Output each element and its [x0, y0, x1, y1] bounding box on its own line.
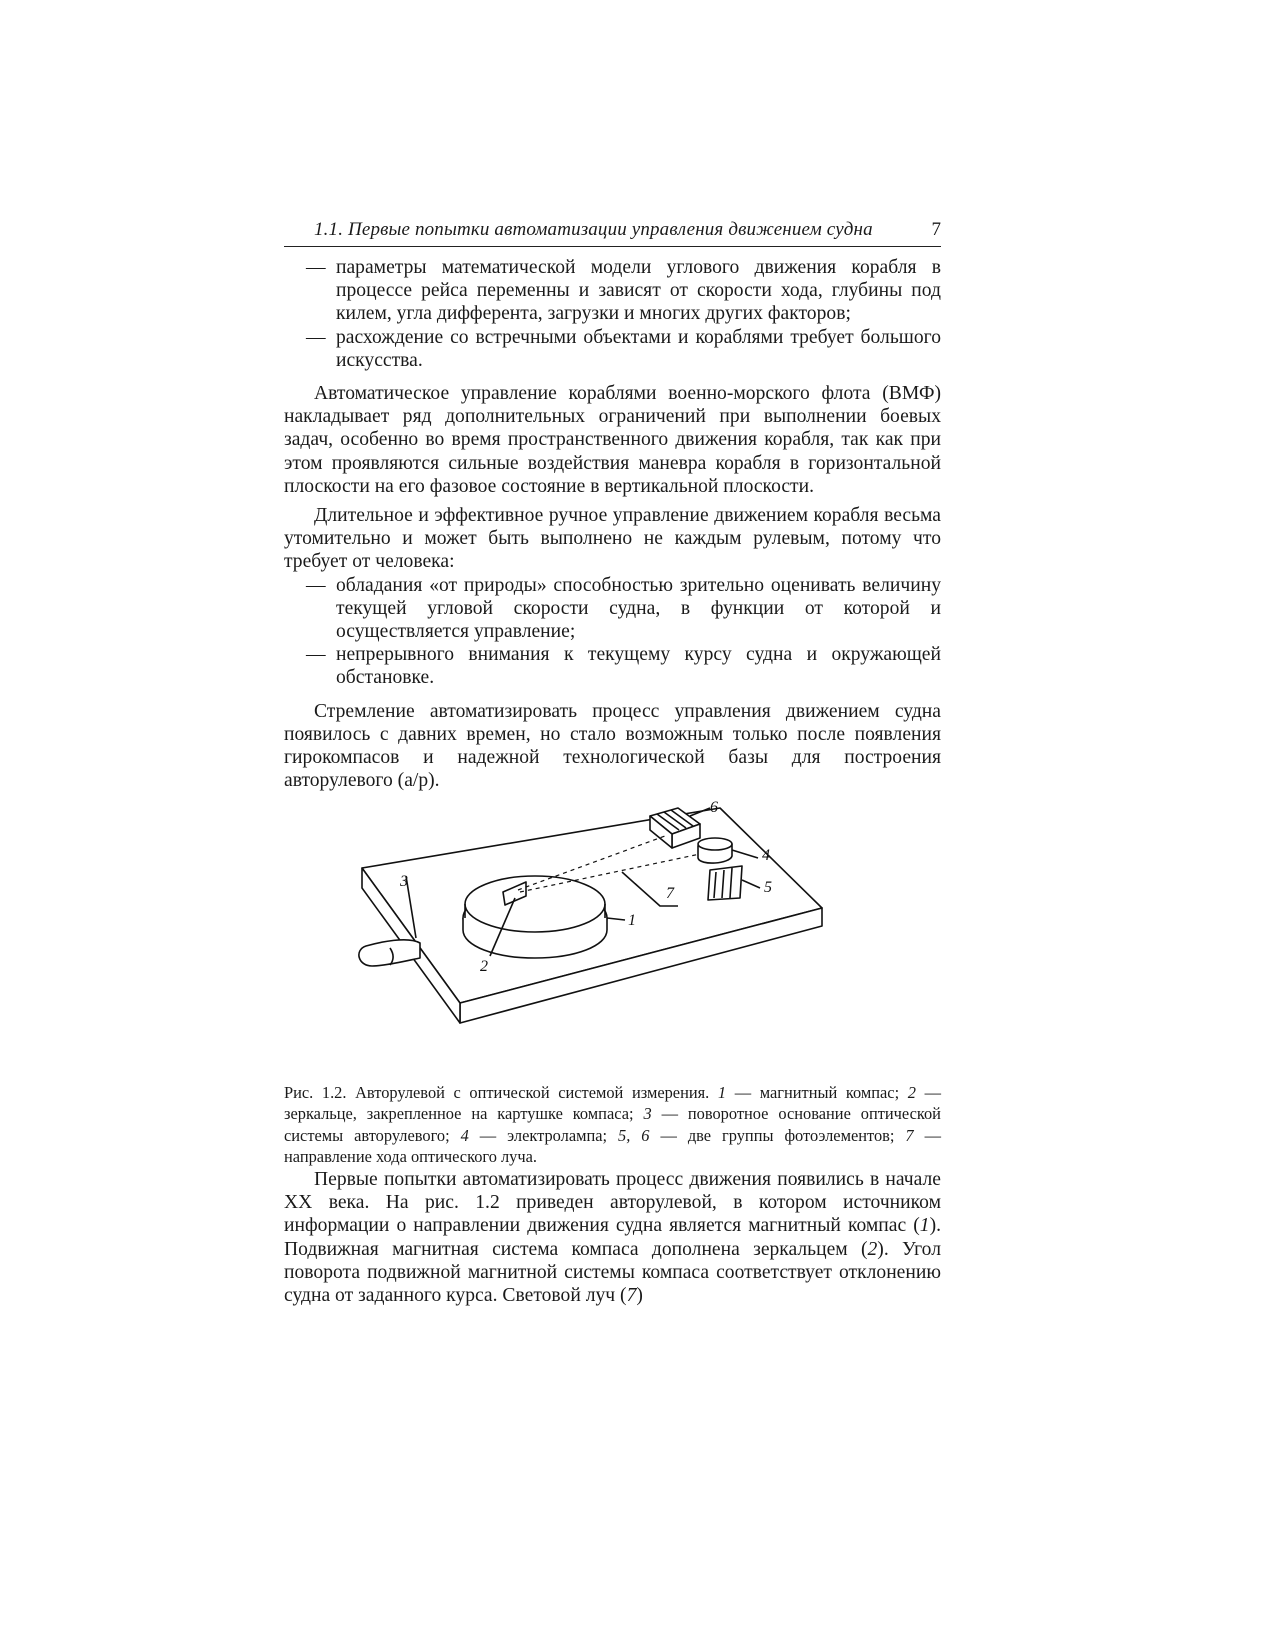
list-item-text: параметры математической модели углового движения корабля в процессе рейса переменны и зависят от скорости хода, глубины под килем, угла дифферента, загрузки и многих других факторов;: [336, 257, 941, 325]
caption-item: 4 — электролампа;: [460, 1125, 608, 1145]
list-item: [284, 643, 941, 689]
figure-caption: [284, 1082, 941, 1168]
figure-label-2: 2: [480, 958, 488, 975]
rotary-handle: [359, 940, 420, 966]
paragraph-navy-control: Автоматическое управление кораблями военно-морского флота (ВМФ) накладывает ряд дополнительных ограничений при выполнении боевых задач, особенно во время пространственного движения корабля, так как при этом проявляются сильные воздействия маневра корабля в горизонтальной плоскости на его фазовое состояние в вертикальной плоскости.: [284, 383, 941, 497]
bullet-dash: —: [306, 326, 326, 348]
caption-item: 2 — зеркальце, закрепленное на картушке компаса;: [284, 1083, 941, 1124]
bullet-list-1: [284, 256, 941, 372]
bullet-dash: —: [306, 257, 326, 278]
figure-label-1: 1: [628, 912, 636, 929]
bullet-dash: —: [306, 644, 326, 666]
list-item: [284, 574, 941, 644]
list-item-text: непрерывного внимания к текущему курсу судна и окружающей обстановке.: [336, 644, 941, 689]
list-item: [284, 326, 941, 372]
list-item: [284, 256, 941, 326]
figure-label-4: 4: [762, 847, 770, 864]
figure-label-5: 5: [764, 879, 772, 896]
paragraph-first-attempts: Первые попытки автоматизировать процесс движения появились в начале XX века. На рис. 1.2 приведен авторулевой, в котором источником информации о направлении движения судна является магнитный компас (1). Подвижная магнитная система компаса дополнена зеркальцем (2). Угол поворота подвижной магнитной системы компаса соответствует отклонению судна от заданного курса. Световой луч (7): [284, 1169, 942, 1307]
figure-autopilot-diagram: [360, 799, 880, 1078]
figure-label-6: 6: [710, 799, 718, 816]
caption-item: 5, 6 — две группы фотоэлементов;: [618, 1125, 895, 1145]
caption-text: Авторулевой с оптической системой измерения.: [355, 1083, 710, 1102]
running-header: [284, 216, 941, 247]
bullet-dash: —: [306, 574, 326, 596]
caption-item: 3 — поворотное основание оптической системы авторулевого;: [284, 1104, 941, 1145]
header-title: 1.1. Первые попытки автоматизации управления движением судна: [314, 219, 873, 240]
bullet-list-2: [284, 574, 941, 690]
compass-card: [465, 876, 605, 932]
list-item-text: расхождение со встречными объектами и кораблями требует большого искусства.: [336, 326, 941, 371]
caption-item: 1 — магнитный компас;: [717, 1083, 900, 1102]
paragraph-automation-history: Стремление автоматизировать процесс управления движением судна появилось с давних времен, но стало возможным только после появления гирокомпасов и надежной технологической базы для построения авторулевого (а/р).: [284, 700, 941, 792]
figure-label-3: 3: [400, 873, 408, 890]
page-number: 7: [931, 219, 941, 240]
caption-item: 7 — направление хода оптического луча.: [284, 1125, 941, 1167]
list-item-text: обладания «от природы» способностью зрительно оценивать величину текущей угловой скорости судна, в функции от которой и осуществляется управление;: [336, 574, 941, 643]
figure-label-7: 7: [666, 885, 674, 902]
text-block-top: [284, 256, 941, 792]
photocell-group-5: [708, 866, 742, 900]
text-block-bottom: [284, 1168, 941, 1307]
caption-lead: Рис. 1.2.: [284, 1083, 347, 1102]
paragraph-manual-control: Длительное и эффективное ручное управление движением корабля весьма утомительно и может быть выполнено не каждым рулевым, потому что требует от человека:: [284, 505, 941, 573]
